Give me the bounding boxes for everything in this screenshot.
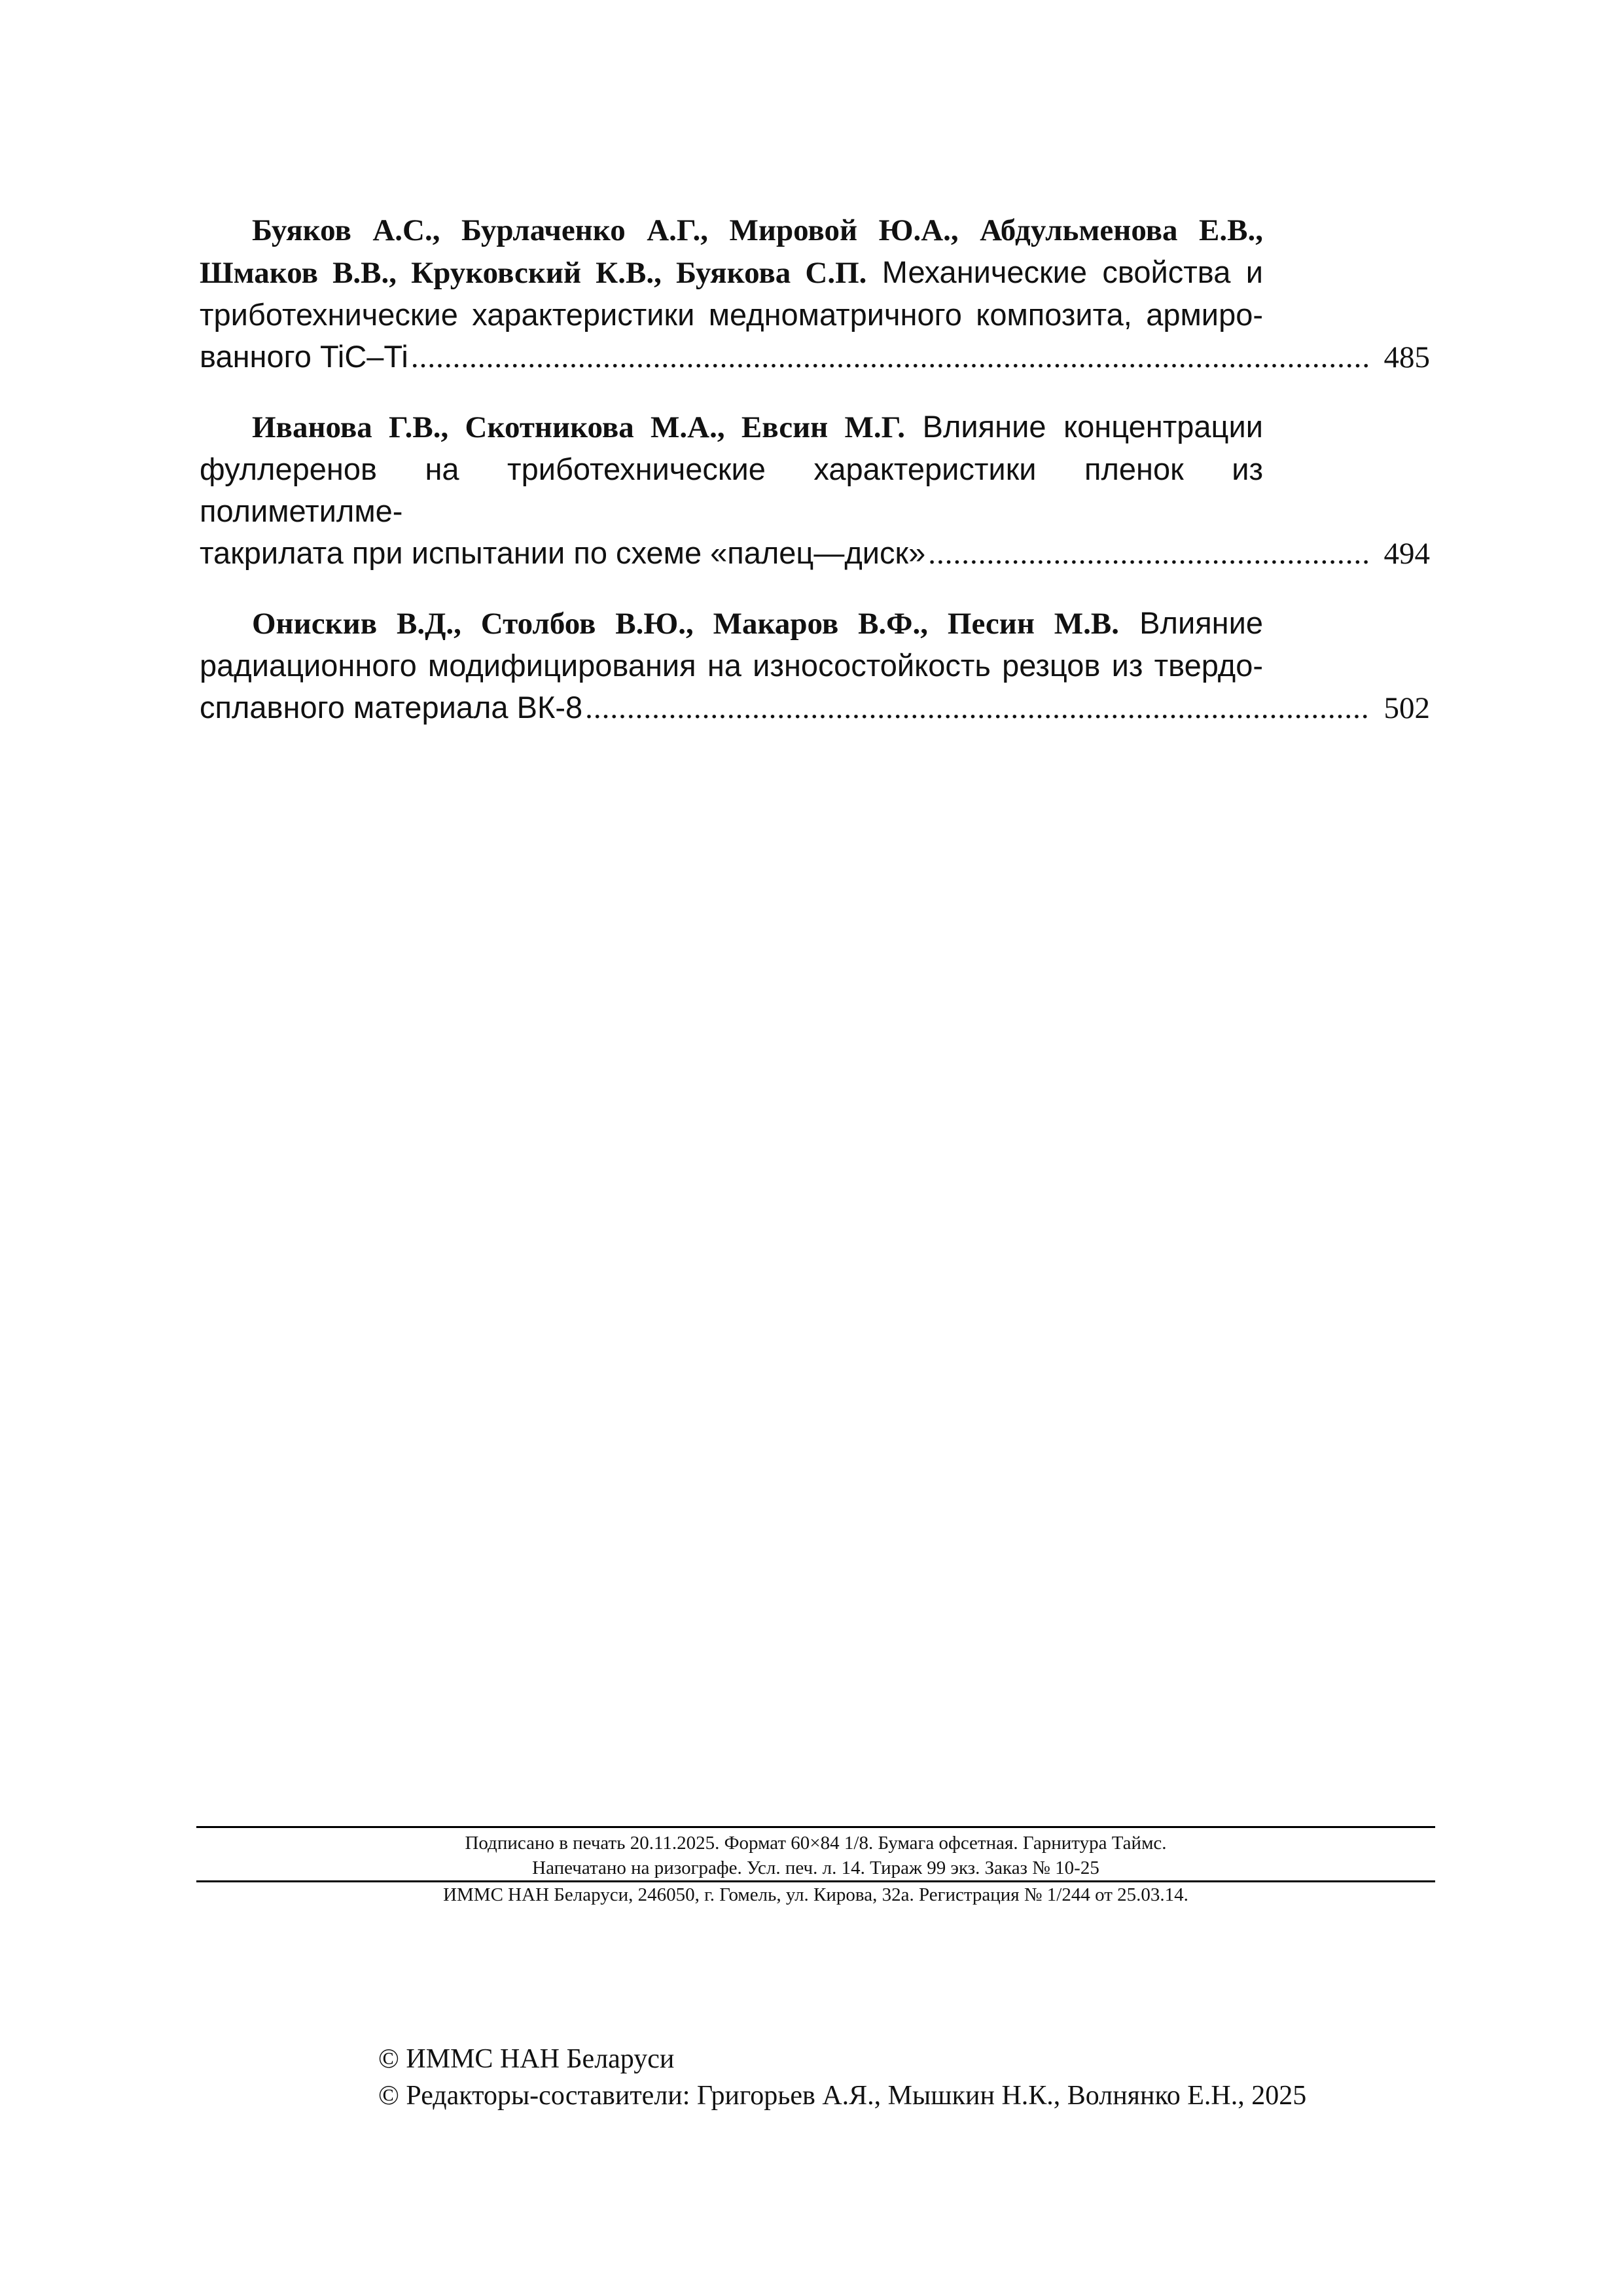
toc-authors: Иванова Г.В., Скотникова М.А., Евсин М.Г. [252, 410, 906, 444]
toc-line [200, 448, 1263, 532]
toc-line [200, 602, 1263, 645]
toc-line [200, 209, 1263, 251]
page-number: 494 [1383, 537, 1430, 571]
toc-title-text: сплавного материала ВК-8 [200, 690, 583, 725]
toc-leader-line [200, 336, 1430, 378]
toc-title-text: ванного TiC–Ti [200, 339, 408, 374]
table-of-contents [200, 209, 1430, 757]
toc-authors: Буяков А.С., Бурлаченко А.Г., Мировой Ю.А., Абдульменова Е.В., [252, 213, 1263, 247]
dot-leader [928, 533, 1371, 575]
toc-title-text: такрилата при испытании по схеме «палец—диск» [200, 535, 926, 570]
toc-leader-line [200, 687, 1430, 729]
toc-title-text: Влияние [1119, 605, 1263, 640]
copyright-block [378, 2041, 1306, 2114]
toc-authors: Шмаков В.В., Круковский К.В., Буякова С.П. [200, 256, 867, 290]
toc-title-text: фуллеренов на триботехнические характеристики пленок из полиметилме- [200, 452, 1263, 528]
toc-title-text: триботехнические характеристики медноматричного композита, армиро- [200, 297, 1263, 332]
imprint-line: ИММС НАН Беларуси, 246050, г. Гомель, ул. Кирова, 32а. Регистрация № 1/244 от 25.03.14. [443, 1884, 1188, 1905]
toc-line [200, 294, 1263, 336]
toc-title-text: радиационного модифицирования на износостойкость резцов из твердо- [200, 648, 1263, 683]
imprint-line: Напечатано на ризографе. Усл. печ. л. 14. Тираж 99 экз. Заказ № 10-25 [532, 1857, 1099, 1878]
toc-title-text: Влияние концентрации [905, 409, 1263, 444]
toc-leader-line [200, 532, 1430, 575]
toc-authors: Онискив В.Д., Столбов В.Ю., Макаров В.Ф., Песин М.В. [252, 607, 1119, 641]
page-number: 502 [1383, 691, 1430, 725]
copyright-line: © ИММС НАН Беларуси [378, 2044, 675, 2074]
toc-line [200, 645, 1263, 687]
toc-entry [200, 602, 1430, 729]
imprint-block [196, 1826, 1435, 1907]
copyright-line: © Редакторы-составители: Григорьев А.Я., Мышкин Н.К., Волнянко Е.Н., 2025 [378, 2081, 1307, 2111]
dot-leader [585, 687, 1371, 729]
toc-line [200, 406, 1263, 448]
toc-title-text: Механические свойства и [866, 255, 1263, 289]
toc-entry [200, 406, 1430, 575]
imprint-line: Подписано в печать 20.11.2025. Формат 60×84 1/8. Бумага офсетная. Гарнитура Таймс. [465, 1833, 1167, 1854]
page-number: 485 [1383, 340, 1430, 374]
dot-leader [411, 336, 1371, 378]
toc-line [200, 251, 1263, 294]
toc-entry [200, 209, 1430, 378]
